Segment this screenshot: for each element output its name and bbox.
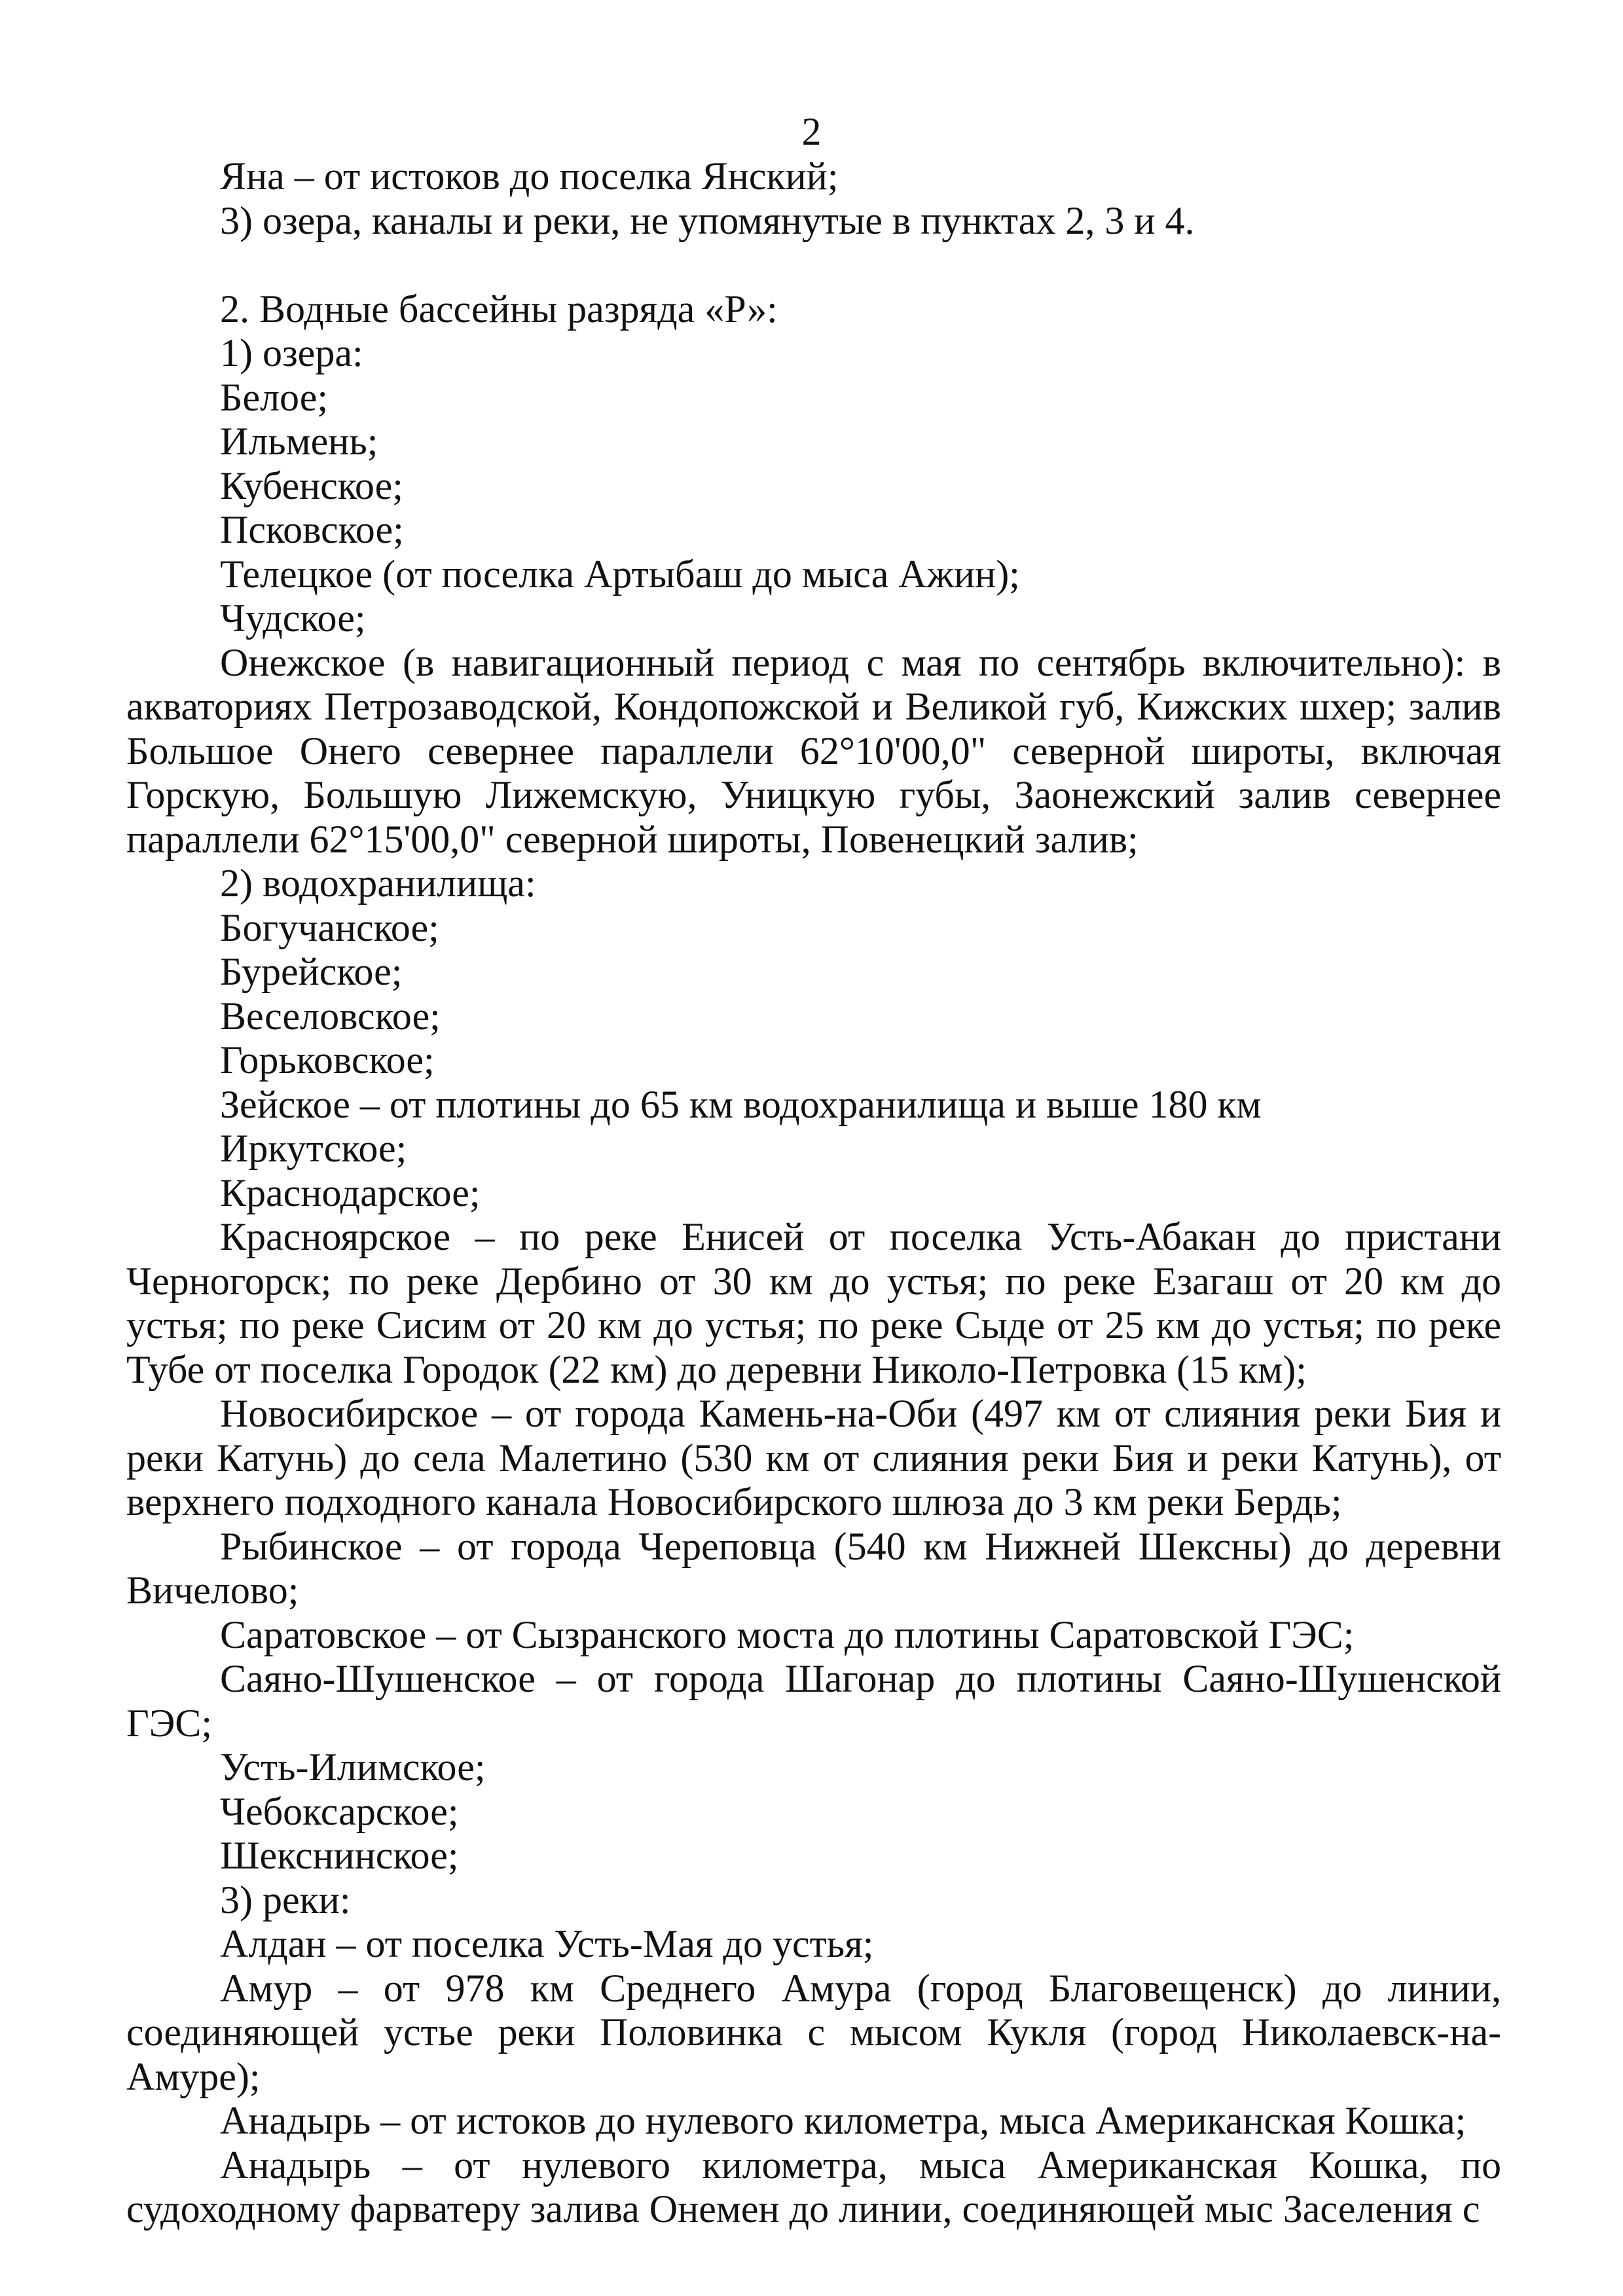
list-item: Ильмень;	[220, 420, 378, 463]
list-item: Новосибирское – от города Камень-на-Оби (497 км от слияния реки Бия и реки Катунь) до села Малетино (530 км от слияния реки Бия и реки Катунь), от верхнего подходного канала Новосибирского шлюза до 3 км реки Бердь;	[126, 1392, 1501, 1523]
list-item: Чудское;	[220, 596, 366, 640]
list-item: Онежское (в навигационный период с мая по сентябрь включительно): в акваториях Петрозаводской, Кондопожской и Великой губ, Кижских шхер; залив Большое Онего севернее параллели 62°10'00,0" северной широты, включая Горскую, Большую Лижемскую, Уницкую губы, Заонежский залив севернее параллели 62°15'00,0" северной широты, Повенецкий залив;	[126, 640, 1501, 861]
paragraph: Яна – от истоков до поселка Янский;	[220, 155, 839, 198]
list-item: Шекснинское;	[220, 1834, 459, 1877]
list-item: Краснодарское;	[220, 1171, 481, 1214]
paragraph: 3) озера, каналы и реки, не упомянутые в пунктах 2, 3 и 4.	[220, 198, 1195, 242]
list-item: Богучанское;	[220, 905, 439, 949]
subsection-heading: 2) водохранилища:	[220, 862, 536, 905]
section-heading: 2. Водные бассейны разряда «Р»:	[220, 287, 778, 331]
list-item: Белое;	[220, 375, 329, 419]
list-item: Саяно-Шушенское – от города Шагонар до плотины Саяно-Шушенской ГЭС;	[126, 1657, 1501, 1745]
list-item: Телецкое (от поселка Артыбаш до мыса Ажин);	[220, 552, 1020, 596]
list-item: Саратовское – от Сызранского моста до плотины Саратовской ГЭС;	[220, 1613, 1355, 1656]
list-item: Алдан – от поселка Усть-Мая до устья;	[220, 1922, 874, 1965]
list-item: Веселовское;	[220, 994, 441, 1038]
paragraph-gap	[126, 243, 1501, 287]
page-number: 2	[801, 110, 822, 153]
list-item: Горьковское;	[220, 1038, 435, 1082]
list-item: Анадырь – от истоков до нулевого километра, мыса Американская Кошка;	[220, 2099, 1467, 2142]
list-item: Красноярское – по реке Енисей от поселка Усть-Абакан до пристани Черногорск; по реке Дербино от 30 км до устья; по реке Езагаш от 20 км до устья; по реке Сисим от 20 км до устья; по реке Сыде от 25 км до устья; по реке Тубе от поселка Городок (22 км) до деревни Николо-Петровка (15 км);	[126, 1215, 1501, 1391]
subsection-heading: 1) озера:	[220, 331, 363, 374]
list-item: Усть-Илимское;	[220, 1745, 486, 1789]
list-item: Амур – от 978 км Среднего Амура (город Благовещенск) до линии, соединяющей устье реки Половинка с мысом Кукля (город Николаевск-на-Амуре);	[126, 1966, 1501, 2098]
document-body	[126, 155, 1501, 2232]
list-item: Зейское – от плотины до 65 км водохранилища и выше 180 км	[220, 1082, 1262, 1126]
list-item: Псковское;	[220, 508, 404, 551]
list-item: Кубенское;	[220, 464, 403, 507]
list-item: Бурейское;	[220, 950, 403, 993]
list-item: Иркутское;	[220, 1127, 407, 1170]
list-item: Чебоксарское;	[220, 1789, 459, 1833]
subsection-heading: 3) реки:	[220, 1878, 351, 1922]
list-item: Рыбинское – от города Череповца (540 км Нижней Шексны) до деревни Вичелово;	[126, 1524, 1501, 1612]
list-item: Анадырь – от нулевого километра, мыса Американская Кошка, по судоходному фарватеру залива Онемен до линии, соединяющей мыс Заселения с	[126, 2143, 1501, 2231]
